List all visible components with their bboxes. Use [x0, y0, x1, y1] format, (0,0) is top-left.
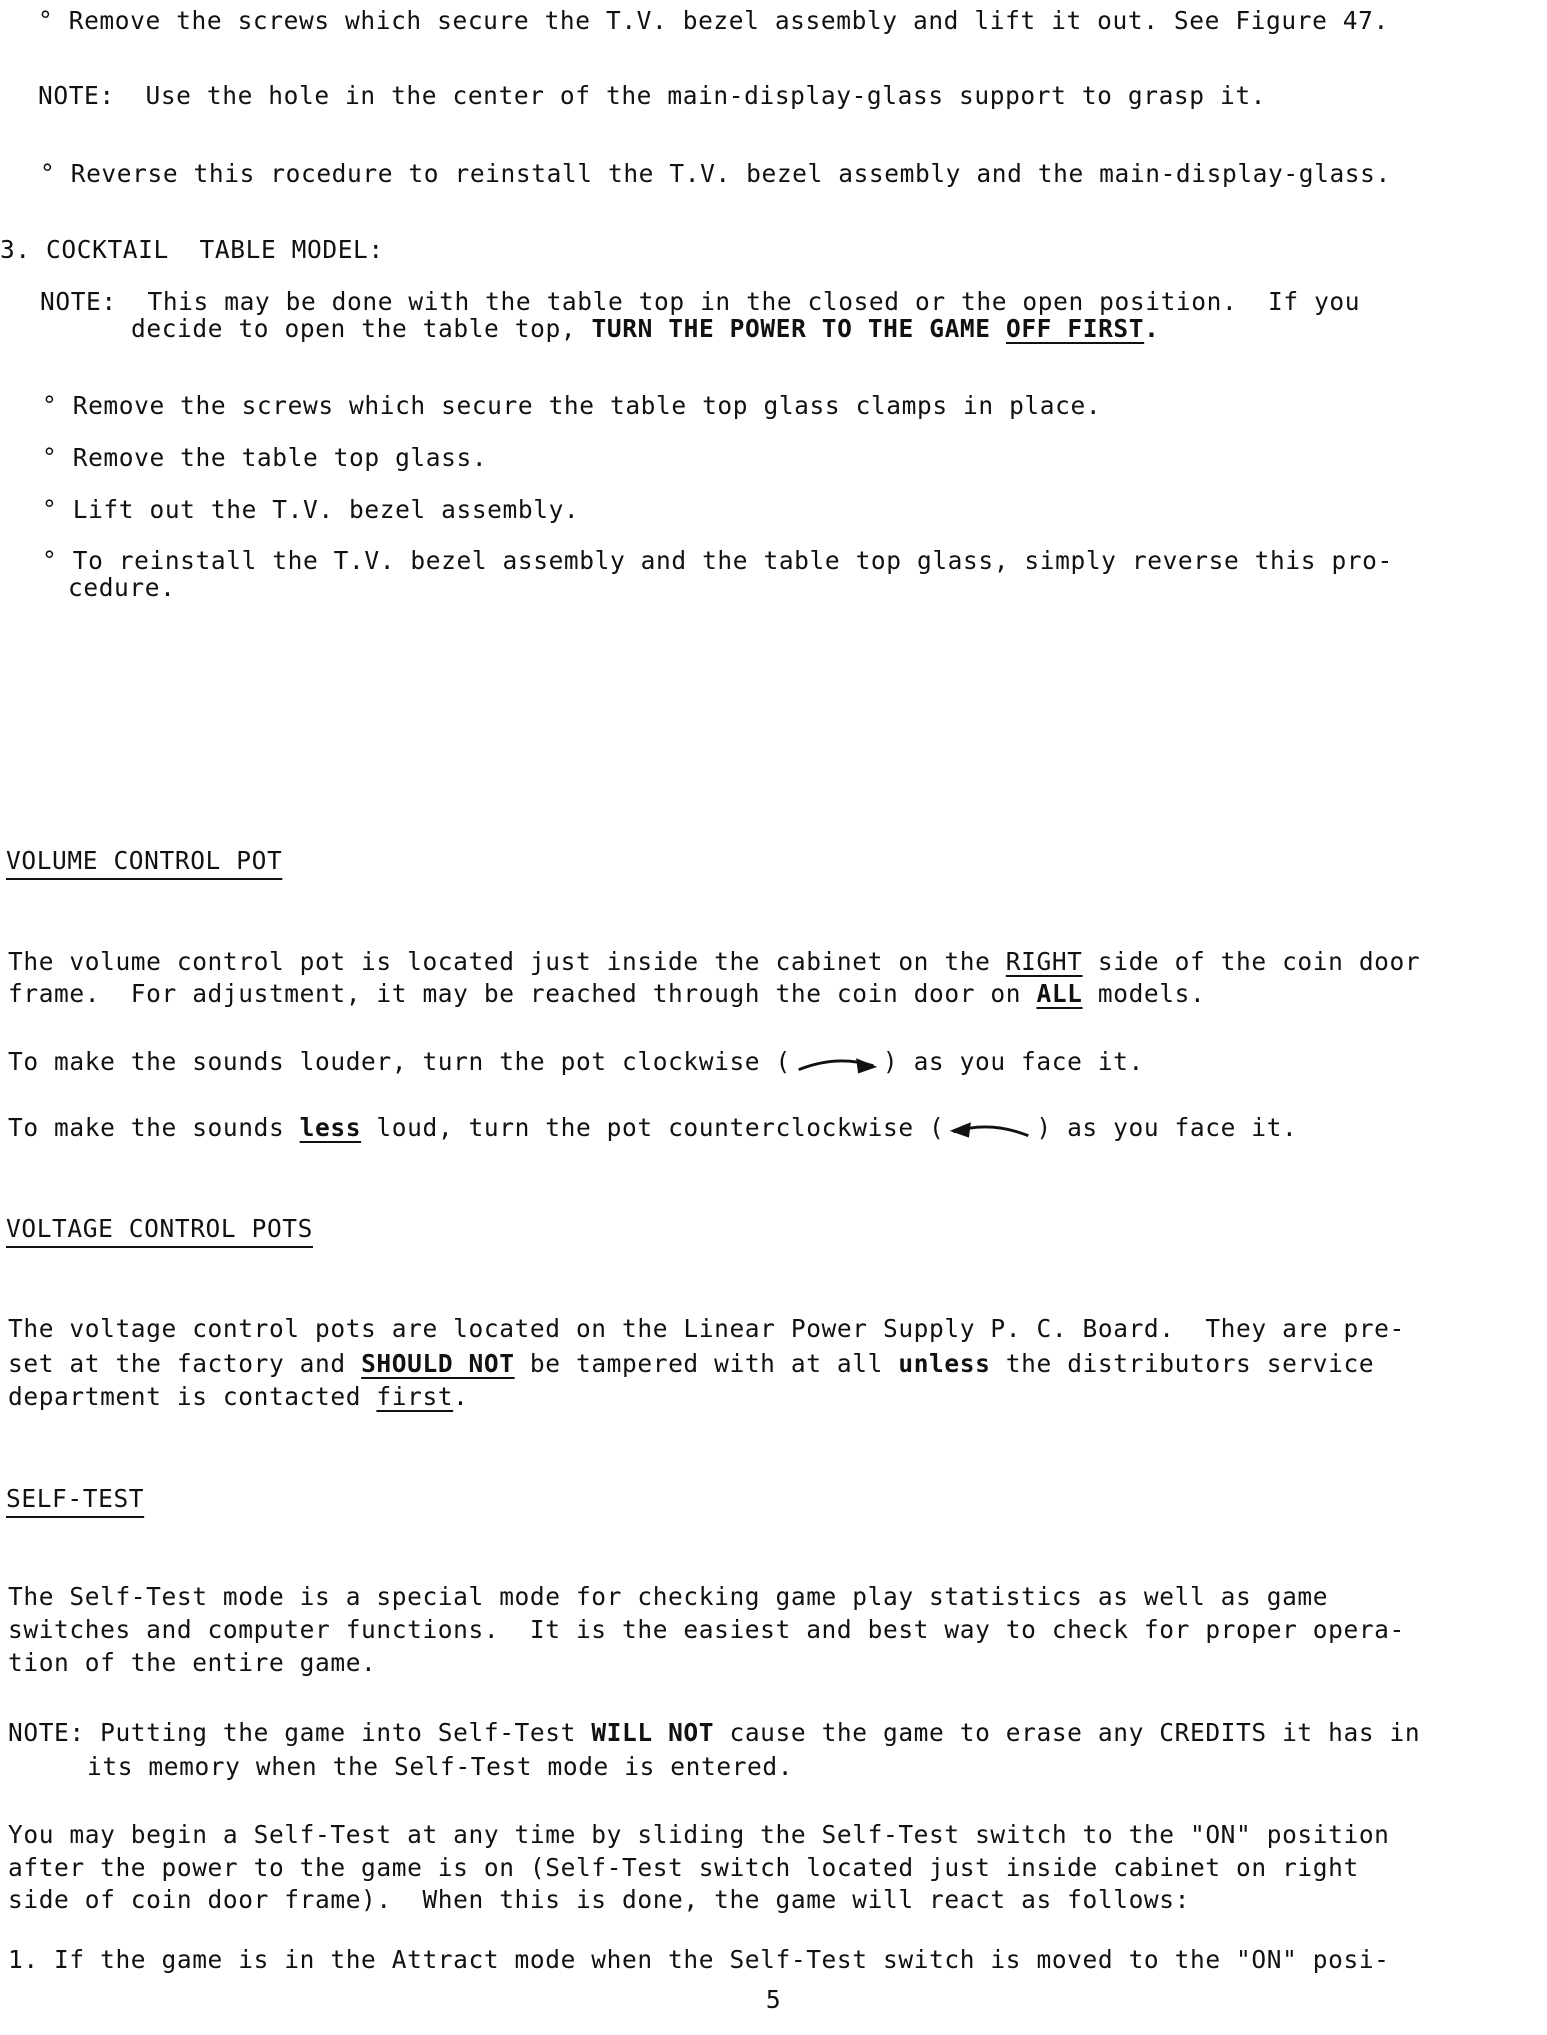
bullet-remove-screws-bezel [38, 6, 1389, 36]
bullet-mark: ° [40, 159, 56, 188]
text: . [453, 1382, 469, 1411]
selftest-item1: 1. If the game is in the Attract mode when the Self-Test switch is moved to the "ON" posi- [8, 1945, 1390, 1974]
selftest-p1-line2: switches and computer functions. It is the easiest and best way to check for proper opera- [8, 1615, 1405, 1644]
section-heading-selftest [6, 1484, 144, 1514]
bullet-remove-table-glass [42, 443, 487, 473]
first-emphasis: first [376, 1382, 454, 1411]
note-text: Use the hole in the center of the main-display-glass support to grasp it. [145, 81, 1267, 110]
text: ) as you face it. [1036, 1113, 1298, 1142]
selftest-p1-line3: tion of the entire game. [8, 1648, 377, 1677]
text: frame. For adjustment, it may be reached through the coin door on [8, 979, 1037, 1008]
right-emphasis: RIGHT [1005, 947, 1083, 976]
text: models. [1082, 979, 1206, 1008]
bullet-text: Remove the table top glass. [72, 443, 488, 472]
text: cause the game to erase any CREDITS it has in [714, 1718, 1421, 1747]
all-emphasis: ALL [1036, 979, 1083, 1008]
cocktail-note-line2 [131, 314, 1160, 344]
bullet-reinstall-cont: cedure. [68, 573, 176, 602]
bullet-mark: ° [38, 6, 54, 35]
heading-text: SELF-TEST [6, 1484, 145, 1513]
less-emphasis: less [299, 1113, 362, 1142]
power-warning: TURN THE POWER TO THE GAME [591, 314, 1006, 343]
bullet-reinstall [42, 546, 1393, 576]
bullet-text: To reinstall the T.V. bezel assembly and the table top glass, simply reverse this pro- [72, 546, 1393, 575]
note-text: decide to open the table top, [131, 314, 592, 343]
text: be tampered with at all [514, 1349, 899, 1378]
volume-less [8, 1113, 1297, 1143]
text: loud, turn the pot counterclockwise ( [361, 1113, 945, 1142]
text: The volume control pot is located just inside the cabinet on the [8, 947, 1006, 976]
selftest-p2-line2: after the power to the game is on (Self-Test switch located just inside cabinet on right [8, 1853, 1359, 1882]
selftest-p1-line1: The Self-Test mode is a special mode for checking game play statistics as well as game [8, 1582, 1329, 1611]
will-not-emphasis: WILL NOT [591, 1718, 715, 1747]
counterclockwise-arrow-icon [944, 1116, 1036, 1142]
period: . [1144, 314, 1160, 343]
selftest-note-line1 [8, 1718, 1420, 1748]
section-heading-volume [6, 846, 282, 876]
text: ) as you face it. [882, 1047, 1144, 1076]
bullet-mark: ° [42, 546, 58, 575]
bullet-text: Reverse this rocedure to reinstall the T.V. bezel assembly and the main-display-glass. [70, 159, 1391, 188]
text: the distributors service [990, 1349, 1375, 1378]
text: To make the sounds louder, turn the pot clockwise ( [8, 1047, 791, 1076]
section-heading-cocktail: 3. COCKTAIL TABLE MODEL: [0, 235, 384, 264]
heading-text: VOLUME CONTROL POT [6, 846, 283, 875]
volume-line1 [8, 947, 1420, 977]
note-label: NOTE: [38, 81, 115, 110]
note-text: This may be done with the table top in the closed or the open position. If you [147, 287, 1361, 316]
bullet-reverse-procedure [40, 159, 1391, 189]
unless-emphasis: unless [898, 1349, 991, 1378]
note-hole-grasp [38, 81, 1266, 111]
text: department is contacted [8, 1382, 377, 1411]
bullet-remove-clamp-screws [42, 391, 1101, 421]
text: NOTE: Putting the game into Self-Test [8, 1718, 592, 1747]
text: set at the factory and [8, 1349, 362, 1378]
cocktail-note-line1 [40, 287, 1360, 317]
text: side of the coin door [1082, 947, 1421, 976]
bullet-text: Lift out the T.V. bezel assembly. [72, 495, 580, 524]
voltage-line2 [8, 1349, 1374, 1379]
bullet-lift-bezel [42, 495, 579, 525]
bullet-mark: ° [42, 391, 58, 420]
bullet-text: Remove the screws which secure the T.V. bezel assembly and lift it out. See Figure 47. [68, 6, 1389, 35]
bullet-mark: ° [42, 495, 58, 524]
volume-line2 [8, 979, 1205, 1009]
voltage-line3 [8, 1382, 469, 1412]
selftest-p2-line1: You may begin a Self-Test at any time by sliding the Self-Test switch to the "ON" position [8, 1820, 1390, 1849]
section-heading-voltage [6, 1214, 313, 1244]
voltage-line1: The voltage control pots are located on the Linear Power Supply P. C. Board. They are pre- [8, 1314, 1405, 1343]
clockwise-arrow-icon [791, 1050, 883, 1076]
text: To make the sounds [8, 1113, 300, 1142]
off-first-warning: OFF FIRST [1005, 314, 1145, 343]
selftest-p2-line3: side of coin door frame). When this is done, the game will react as follows: [8, 1885, 1190, 1914]
heading-text: VOLTAGE CONTROL POTS [6, 1214, 314, 1243]
note-label: NOTE: [40, 287, 117, 316]
volume-louder [8, 1047, 1144, 1077]
should-not-emphasis: SHOULD NOT [361, 1349, 515, 1378]
bullet-text: Remove the screws which secure the table top glass clamps in place. [72, 391, 1102, 420]
page-number: 5 [765, 1985, 782, 2014]
selftest-note-line2: its memory when the Self-Test mode is entered. [87, 1752, 794, 1781]
bullet-mark: ° [42, 443, 58, 472]
